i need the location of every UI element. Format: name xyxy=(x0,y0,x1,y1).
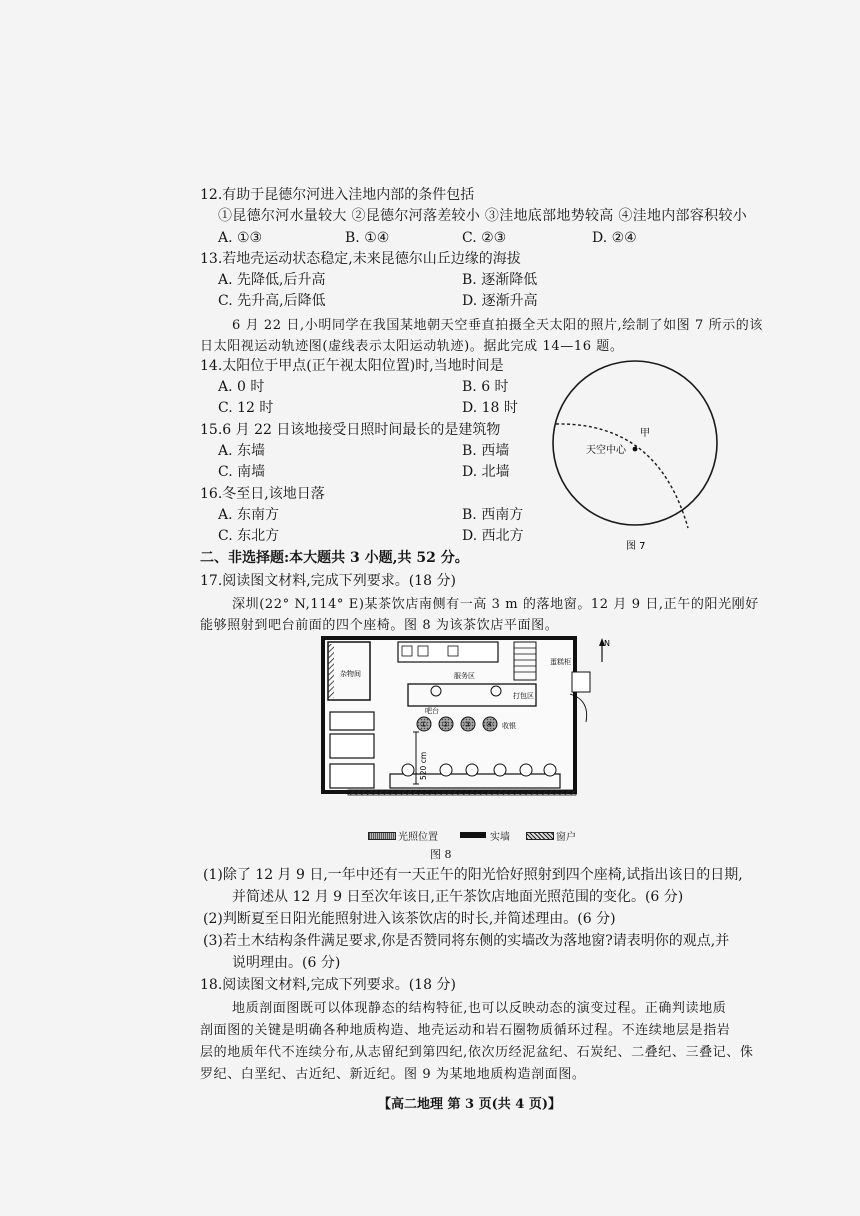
q12-option-b: B. ①④ xyxy=(345,230,390,246)
q15-option-a: A. 东墙 xyxy=(218,443,266,459)
q17-material-line2: 能够照射到吧台前面的四个座椅。图 8 为该茶饮店平面图。 xyxy=(200,618,559,633)
storage-shelf xyxy=(328,644,334,698)
q14-option-d: D. 18 时 xyxy=(462,400,518,416)
q17-sub1-line2: 并简述从 12 月 9 日至次年该日,正午茶饮店地面光照范围的变化。(6 分) xyxy=(232,889,684,905)
q12-option-d: D. ②④ xyxy=(592,230,637,246)
q15-stem: 15.6 月 22 日该地接受日照时间最长的是建筑物 xyxy=(200,422,501,438)
q17-sub3-line1: (3)若土木结构条件满足要求,你是否赞同将东侧的实墙改为落地窗?请表明你的观点,并 xyxy=(203,933,730,949)
q17-sub3-line2: 说明理由。(6 分) xyxy=(232,955,341,971)
distance-label: 520 cm xyxy=(419,751,428,780)
left-bench-3 xyxy=(330,764,374,788)
window-stool-5 xyxy=(520,764,532,776)
intro-14-16-line2: 日太阳视运动轨迹图(虚线表示太阳运动轨迹)。据此完成 14—16 题。 xyxy=(200,339,624,354)
jia-label: 甲 xyxy=(640,428,650,439)
q16-option-a: A. 东南方 xyxy=(218,507,280,523)
storage-label: 杂物间 xyxy=(340,670,361,678)
window-stool-1 xyxy=(402,764,414,776)
legend-wall-swatch xyxy=(460,832,486,838)
q13-option-a: A. 先降低,后升高 xyxy=(218,272,326,288)
q14-stem: 14.太阳位于甲点(正午视太阳位置)时,当地时间是 xyxy=(200,358,504,374)
cake-cabinet-label: 蛋糕柜 xyxy=(550,658,571,666)
q18-stem: 18.阅读图文材料,完成下列要求。(18 分) xyxy=(200,977,456,993)
q12-conditions: ①昆德尔河水量较大 ②昆德尔河落差较小 ③洼地底部地势较高 ④洼地内部容积较小 xyxy=(218,208,748,224)
legend-window-swatch xyxy=(526,832,554,840)
packing-label: 打包区 xyxy=(513,692,534,700)
figure-8-caption: 图 8 xyxy=(430,848,452,861)
legend-window-label: 窗户 xyxy=(556,832,576,843)
q15-option-b: B. 西墙 xyxy=(462,443,510,459)
entrance-gap xyxy=(572,672,590,692)
q16-option-d: D. 西北方 xyxy=(462,528,524,544)
q16-option-c: C. 东北方 xyxy=(218,528,280,544)
figure-7-caption: 图 7 xyxy=(626,541,646,552)
section-2-heading: 二、非选择题:本大题共 3 小题,共 52 分。 xyxy=(200,550,469,566)
q15-option-c: C. 南墙 xyxy=(218,464,266,480)
q17-stem: 17.阅读图文材料,完成下列要求。(18 分) xyxy=(200,573,456,589)
q12-stem: 12.有助于昆德尔河进入洼地内部的条件包括 xyxy=(200,187,475,203)
seat-1-label: ① xyxy=(420,720,428,729)
figure-8-legend xyxy=(368,829,628,843)
q17-sub1-line1: (1)除了 12 月 9 日,一年中还有一天正午的阳光恰好照射到四个座椅,试指出该日的日期, xyxy=(203,867,743,883)
seat-3-label: ③ xyxy=(464,720,472,729)
q17-sub2: (2)判断夏至日阳光能照射进入该茶饮店的时长,并简述理由。(6 分) xyxy=(203,911,616,927)
sky-center-point xyxy=(633,447,638,452)
legend-wall-label: 实墙 xyxy=(490,832,510,843)
q16-option-b: B. 西南方 xyxy=(462,507,524,523)
window-stool-2 xyxy=(440,764,452,776)
q15-option-d: D. 北墙 xyxy=(462,464,510,480)
q18-material-line4: 罗纪、白垩纪、古近纪、新近纪。图 9 为某地地质构造剖面图。 xyxy=(200,1067,586,1082)
intro-14-16-line1: 6 月 22 日,小明同学在我国某地朝天空垂直拍摄全天太阳的照片,绘制了如图 7 所示的该 xyxy=(232,318,764,333)
page-footer: 【高二地理 第 3 页(共 4 页)】 xyxy=(378,1097,562,1112)
left-bench-1 xyxy=(330,712,374,730)
q13-option-b: B. 逐渐降低 xyxy=(462,272,538,288)
legend-light-label: 光照位置 xyxy=(398,832,438,843)
q13-stem: 13.若地壳运动状态稳定,未来昆德尔山丘边缘的海拔 xyxy=(200,251,521,267)
q12-option-c: C. ②③ xyxy=(462,230,507,246)
seat-4-label: ④ xyxy=(486,720,494,729)
q14-option-c: C. 12 时 xyxy=(218,400,274,416)
q12-option-a: A. ①③ xyxy=(218,230,263,246)
seat-2-label: ② xyxy=(442,720,450,729)
figure-8-floor-plan xyxy=(318,634,614,830)
sun-path-dashed xyxy=(556,424,688,528)
north-label: N xyxy=(604,639,610,648)
south-window xyxy=(348,790,576,795)
q14-option-a: A. 0 时 xyxy=(218,379,265,395)
left-bench-2 xyxy=(330,734,374,758)
figure-7-sun-path xyxy=(548,352,724,552)
window-stool-3 xyxy=(466,764,478,776)
q17-material-line1: 深圳(22° N,114° E)某茶饮店南侧有一高 3 m 的落地窗。12 月 9 日,正午的阳光刚好 xyxy=(232,597,759,612)
service-label: 服务区 xyxy=(454,672,475,680)
q13-option-d: D. 逐渐升高 xyxy=(462,293,538,309)
window-stool-4 xyxy=(494,764,506,776)
q18-material-line3: 层的地质年代不连续分布,从志留纪到第四纪,依次历经泥盆纪、石炭纪、二叠纪、三叠记、侏 xyxy=(200,1045,754,1060)
q18-material-line1: 地质剖面图既可以体现静态的结构特征,也可以反映动态的演变过程。正确判读地质 xyxy=(232,1001,727,1016)
window-stool-6 xyxy=(544,764,556,776)
q13-option-c: C. 先升高,后降低 xyxy=(218,293,326,309)
q14-option-b: B. 6 时 xyxy=(462,379,509,395)
q16-stem: 16.冬至日,该地日落 xyxy=(200,486,325,502)
bar-label: 吧台 xyxy=(425,707,439,715)
sky-circle xyxy=(553,361,717,525)
sky-center-label: 天空中心 xyxy=(586,445,626,456)
cashier-label: 收银 xyxy=(502,722,516,730)
legend-light-swatch xyxy=(368,832,396,840)
q18-material-line2: 剖面图的关键是明确各种地质构造、地壳运动和岩石圈物质循环过程。不连续地层是指岩 xyxy=(200,1023,731,1038)
